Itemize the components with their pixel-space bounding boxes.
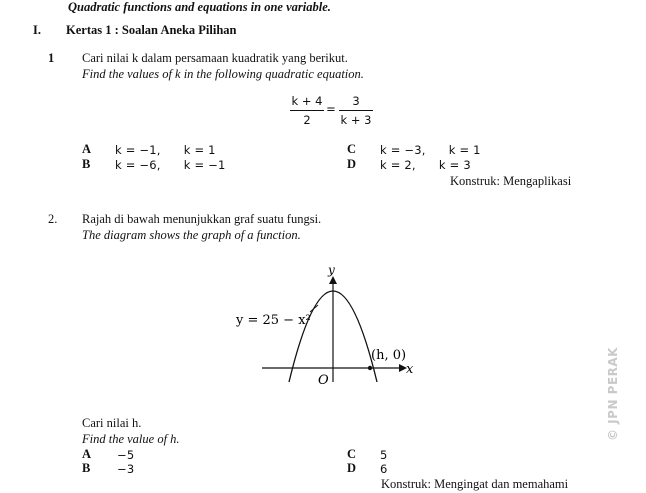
point-h-0 — [368, 366, 372, 370]
q1-construct: Konstruk: Mengaplikasi — [450, 174, 572, 188]
section-number: I. — [33, 23, 41, 37]
topic-heading: Quadratic functions and equations in one variable. — [68, 0, 331, 14]
q2-option-a-letter: A — [82, 447, 92, 461]
q1-option-c-letter: C — [347, 142, 357, 156]
q1-text-en: Find the values of k in the following quadratic equation. — [82, 67, 364, 81]
q2-option-d-text: 6 — [380, 462, 388, 476]
eq-left-numerator: k + 4 — [291, 94, 323, 108]
watermark — [601, 347, 625, 441]
point-h-label: (h, 0) — [371, 348, 407, 363]
curve-label-pointer — [310, 305, 318, 312]
q1-option-b-text: k = −6, k = −1 — [115, 158, 226, 172]
origin-label: O — [318, 373, 329, 388]
q1-option-a-text: k = −1, k = 1 — [115, 143, 216, 157]
q2-option-b-letter: B — [82, 461, 91, 475]
q1-option-c-text: k = −3, k = 1 — [380, 143, 481, 157]
x-axis-label: x — [406, 362, 414, 377]
q2-text-en: The diagram shows the graph of a function. — [82, 228, 301, 242]
eq-right-denominator: k + 3 — [340, 113, 372, 127]
q1-number: 1 — [48, 51, 55, 65]
q2-option-b-text: −3 — [117, 462, 135, 476]
q1-option-d-text: k = 2, k = 3 — [380, 158, 471, 172]
eq-equals-sign: = — [326, 102, 336, 116]
q2-ask-ms: Cari nilai h. — [82, 416, 142, 430]
q2-ask-en: Find the value of h. — [82, 432, 180, 446]
q2-option-c-letter: C — [347, 447, 357, 461]
watermark-text: © JPN PERAK — [606, 347, 620, 441]
q2-option-c-text: 5 — [380, 448, 388, 462]
eq-right-numerator: 3 — [352, 94, 360, 108]
q2-text-ms: Rajah di bawah menunjukkan graf suatu fungsi. — [82, 212, 322, 226]
y-axis-label: y — [328, 263, 335, 277]
q2-option-d-letter: D — [347, 461, 357, 475]
eq-left-denominator: 2 — [303, 113, 311, 127]
q1-option-b-letter: B — [82, 157, 91, 171]
section-title: Kertas 1 : Soalan Aneka Pilihan — [66, 23, 237, 37]
q1-text-ms: Cari nilai k dalam persamaan kuadratik yang berikut. — [82, 51, 348, 65]
curve-equation-label: y = 25 − x² — [236, 313, 311, 328]
q2-construct: Konstruk: Mengingat dan memahami — [381, 477, 569, 491]
q1-option-a-letter: A — [82, 142, 92, 156]
q2-number: 2. — [48, 212, 58, 226]
q2-option-a-text: −5 — [117, 448, 135, 462]
q1-option-d-letter: D — [347, 157, 357, 171]
